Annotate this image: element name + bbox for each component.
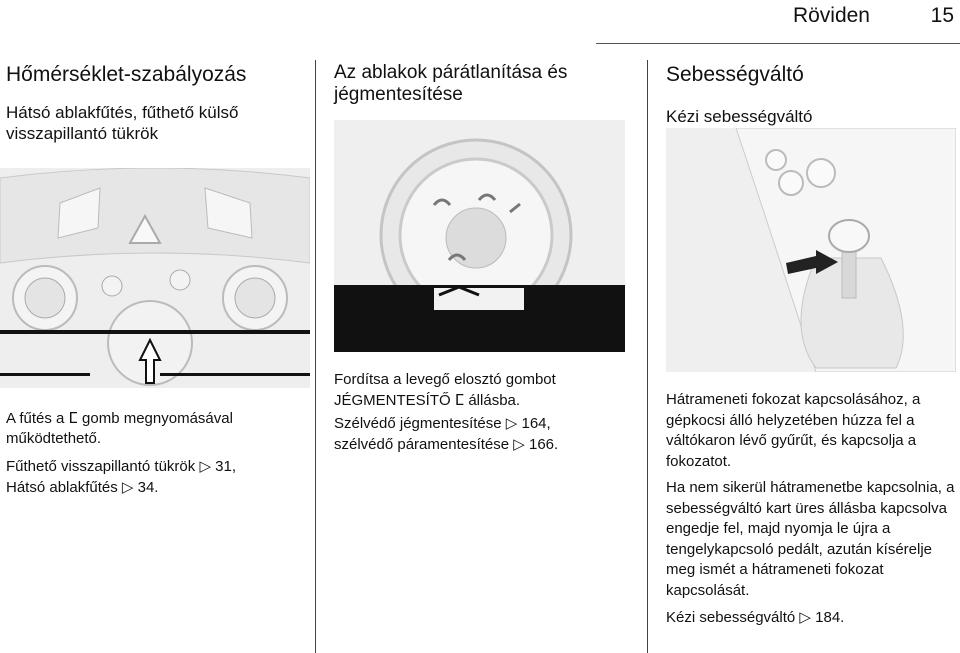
climate-p1-post: gomb megnyomásával működtethető. (6, 410, 233, 447)
transmission-paragraph-3 (666, 607, 960, 628)
climate-ref1-text: Fűthető visszapillantó tükrök (6, 458, 196, 475)
defrost-heading: Az ablakok párátlanítása és jégmentesítése (334, 62, 568, 105)
climate-paragraph-2 (6, 456, 306, 498)
header-rule (596, 43, 960, 44)
defrost-ref1-text: Szélvédő jégmentesítése (334, 415, 502, 432)
rear-heating-subheading: Hátsó ablakfűtés, fűthető külső visszapillantó tükrök (6, 103, 239, 143)
page-number: 15 (930, 4, 954, 27)
page-reference-icon: ▷ (121, 478, 134, 496)
defrost-p1-post: állásba. (468, 392, 521, 409)
transmission-heading: Sebességváltó (666, 63, 804, 86)
defrost-ref1-page: 164, (521, 415, 551, 432)
defrost-ref2-text: szélvédő páramentesítése (334, 436, 510, 453)
air-distribution-knob-figure (334, 120, 625, 352)
climate-text (6, 408, 306, 498)
page-reference-icon: ▷ (505, 414, 518, 432)
climate-control-figure (0, 168, 310, 388)
climate-p1-pre: A fűtés a (6, 410, 65, 427)
climate-ref2-text: Hátsó ablakfűtés (6, 479, 118, 496)
transmission-ref-page: 184. (815, 609, 845, 626)
transmission-paragraph-1: Hátrameneti fokozat kapcsolásához, a gépkocsi álló helyzetében húzza fel a váltókaron lévő gyűrűt, és kapcsolja a fokozatot. (666, 391, 921, 470)
defrost-paragraph-1 (334, 370, 634, 411)
defrost-ref2-page: 166. (529, 436, 559, 453)
page-header (0, 0, 960, 44)
column-defrost (334, 62, 634, 106)
manual-transmission-subheading: Kézi sebességváltó (666, 107, 813, 126)
page-reference-icon: ▷ (199, 457, 211, 475)
windshield-defrost-icon: ⵎ (454, 391, 465, 409)
rear-window-heater-icon: ⵎ (68, 409, 78, 427)
climate-ref2-page: 34. (137, 479, 159, 496)
column-climate (6, 62, 306, 144)
transmission-text (666, 390, 960, 628)
gear-lever-figure (666, 128, 956, 372)
column-divider-1 (315, 60, 316, 653)
transmission-ref-text: Kézi sebességváltó (666, 609, 796, 626)
running-header-title: Röviden (792, 4, 870, 27)
climate-heading: Hőmérséklet-szabályozás (6, 63, 247, 86)
page-reference-icon: ▷ (513, 435, 525, 453)
defrost-paragraph-2 (334, 413, 634, 455)
column-divider-2 (647, 60, 648, 653)
climate-paragraph-1 (6, 408, 306, 449)
transmission-paragraph-2: Ha nem sikerül hátramenetbe kapcsolnia, a sebességváltó kart üres állásba kapcsolva engedje fel, majd nyomja le újra a tengelykapcsoló pedált, azután kísérelje meg ismét a hátrameneti fokozat kapcsolását. (666, 479, 955, 599)
column-transmission (666, 62, 956, 128)
page-reference-icon: ▷ (799, 608, 811, 626)
defrost-text (334, 370, 634, 455)
defrost-p1-pre: Fordítsa a levegő elosztó gombot JÉGMENTESÍTŐ (334, 371, 556, 409)
climate-ref1-page: 31, (215, 458, 237, 475)
